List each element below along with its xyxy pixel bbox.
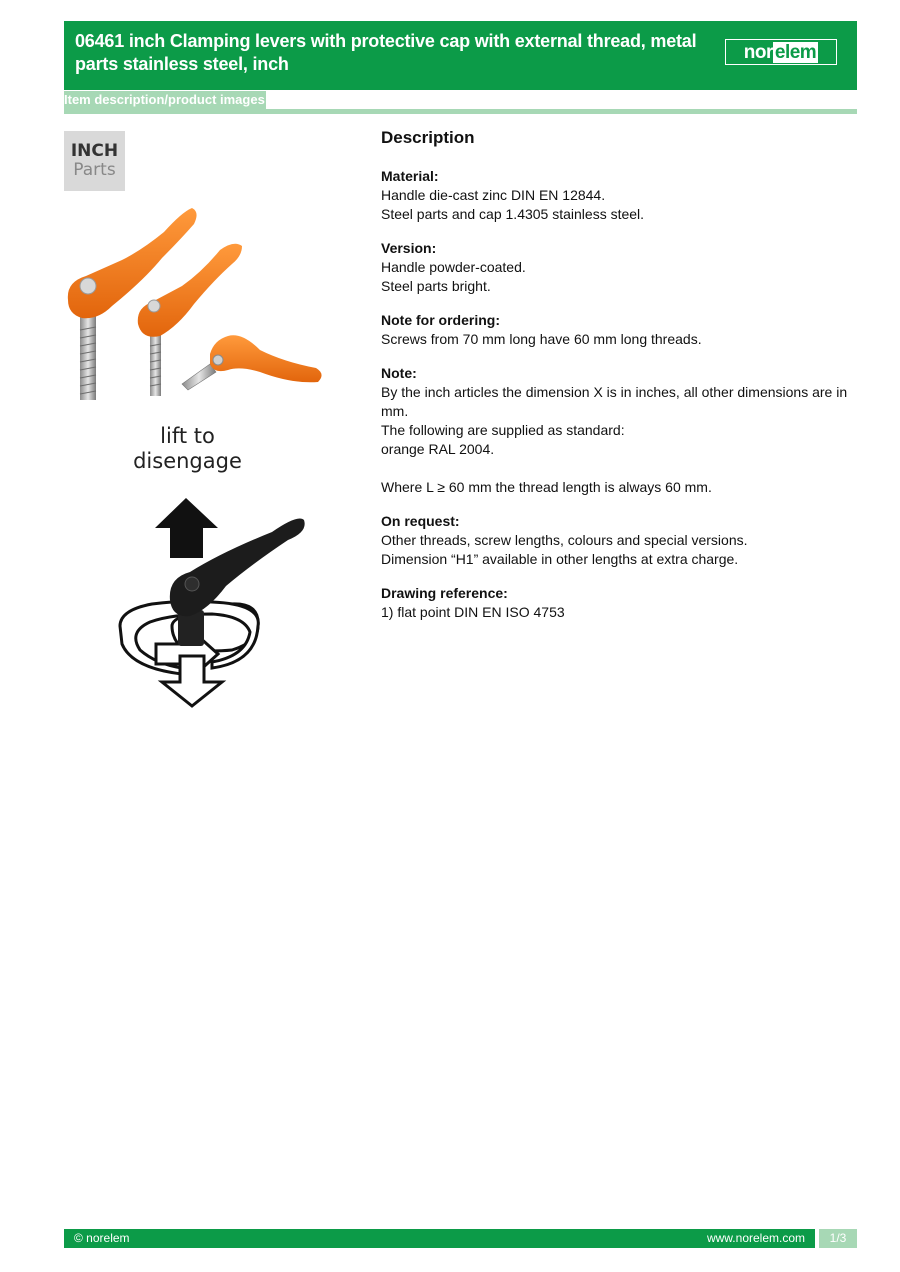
version-heading: Version: <box>381 240 437 256</box>
material-line-1: Handle die-cast zinc DIN EN 12844. <box>381 187 606 203</box>
note-line-2: The following are supplied as standard: <box>381 422 625 438</box>
material-section <box>381 167 851 224</box>
note-line-3: orange RAL 2004. <box>381 441 495 457</box>
description-heading: Description <box>381 128 475 147</box>
note-thread-length: Where L ≥ 60 mm the thread length is always 60 mm. <box>381 479 712 495</box>
material-line-2: Steel parts and cap 1.4305 stainless steel. <box>381 206 645 222</box>
section-rule <box>64 109 857 114</box>
badge-top-text: INCH <box>70 141 119 161</box>
lift-disengage-illustration <box>112 492 312 710</box>
description-content <box>381 128 851 637</box>
drawing-section <box>381 584 851 622</box>
note-heading: Note: <box>381 365 417 381</box>
inch-parts-badge <box>64 131 125 191</box>
caption-line-1: lift to <box>160 424 215 448</box>
request-section <box>381 512 851 569</box>
caption-line-2: disengage <box>133 449 242 473</box>
page-title: 06461 inch Clamping levers with protective cap with external thread, metal parts stainless steel, inch <box>75 31 697 74</box>
version-section <box>381 239 851 296</box>
drawing-line-1: 1) flat point DIN EN ISO 4753 <box>381 604 565 620</box>
badge-bottom-text: Parts <box>73 160 116 180</box>
ordering-section <box>381 311 851 349</box>
page-header <box>64 21 857 90</box>
section-label: Item description/product images <box>64 92 265 107</box>
note-line-1: By the inch articles the dimension X is in inches, all other dimensions are in mm. <box>381 384 848 419</box>
material-heading: Material: <box>381 168 439 184</box>
version-line-2: Steel parts bright. <box>381 278 491 294</box>
ordering-heading: Note for ordering: <box>381 312 500 328</box>
up-arrow-icon <box>155 498 218 558</box>
lift-to-disengage-caption <box>100 424 275 474</box>
norelem-logo: nor elem <box>725 39 837 65</box>
version-line-1: Handle powder-coated. <box>381 259 526 275</box>
drawing-heading: Drawing reference: <box>381 585 508 601</box>
ordering-line-1: Screws from 70 mm long have 60 mm long threads. <box>381 331 702 347</box>
footer-copyright: © norelem <box>74 1231 130 1245</box>
page-footer <box>64 1229 815 1248</box>
note-section <box>381 364 851 497</box>
request-heading: On request: <box>381 513 460 529</box>
footer-url-link[interactable]: www.norelem.com <box>706 1231 805 1245</box>
page-number: 1/3 <box>819 1229 857 1248</box>
clamping-levers-product-image <box>64 200 322 405</box>
request-line-2: Dimension “H1” available in other lengths at extra charge. <box>381 551 739 567</box>
request-line-1: Other threads, screw lengths, colours and special versions. <box>381 532 748 548</box>
